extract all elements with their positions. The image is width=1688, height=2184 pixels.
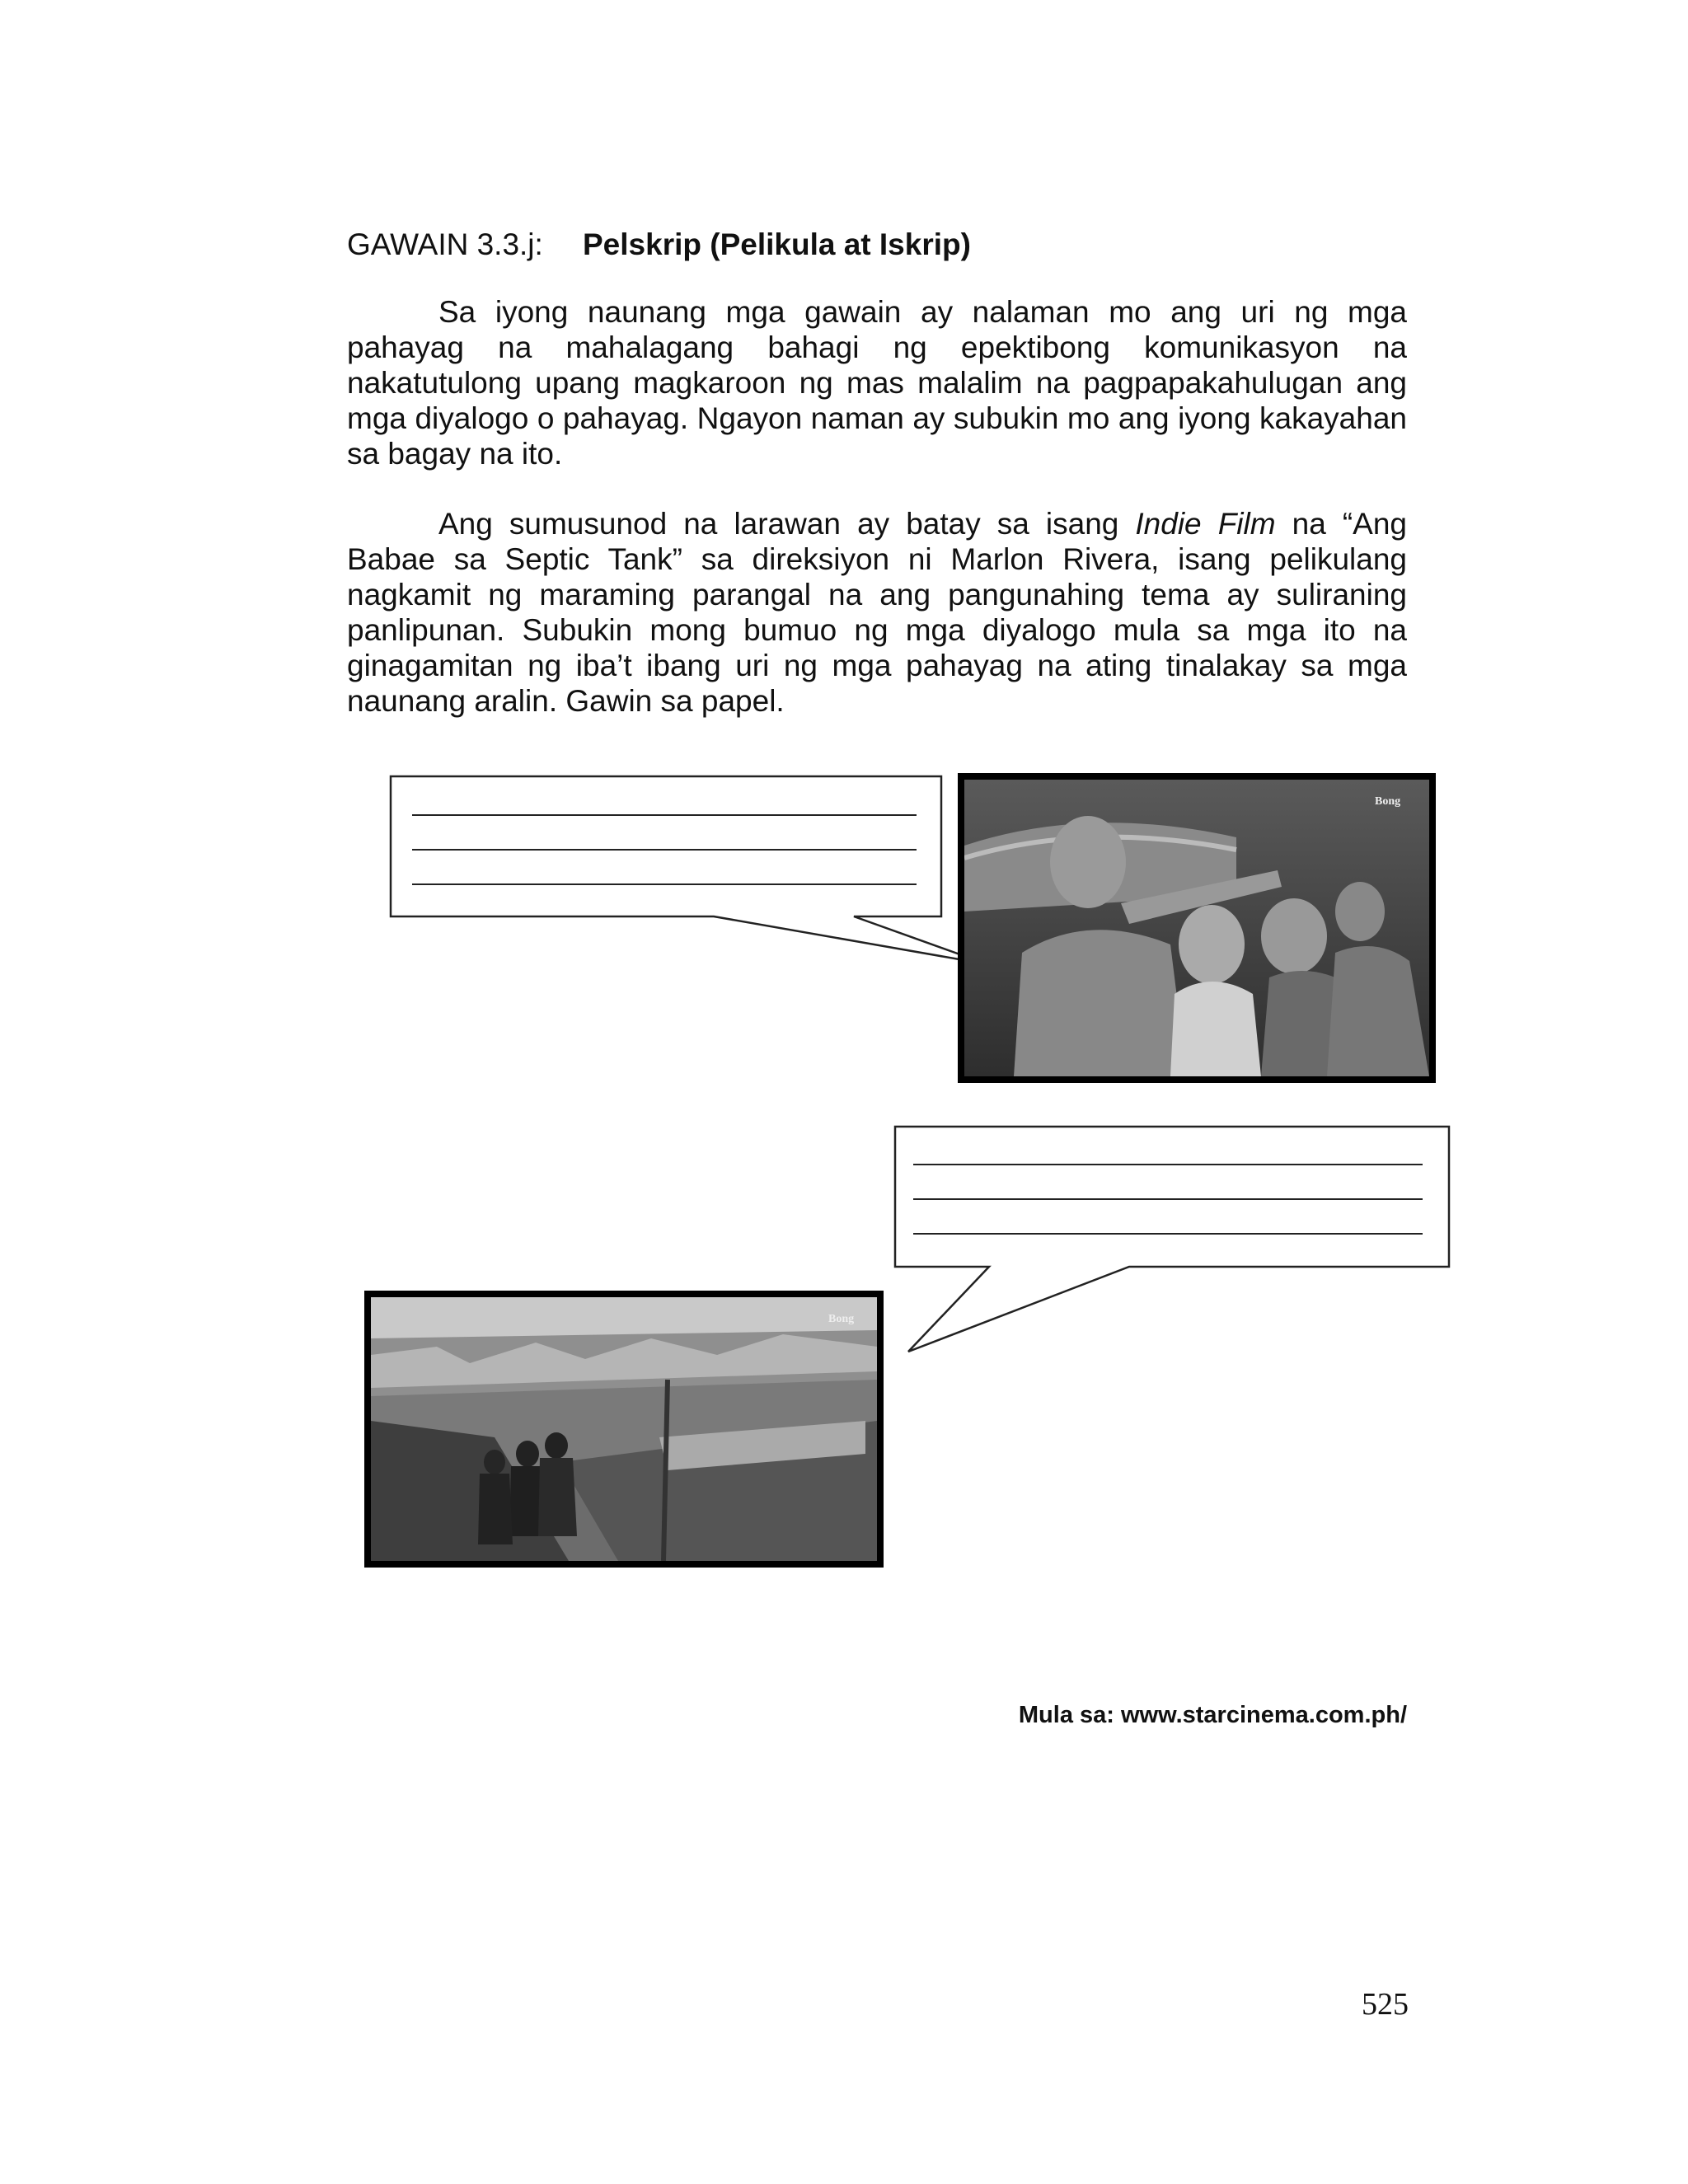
answer-line[interactable] [913, 1198, 1423, 1200]
film-still-pointing-man-image [964, 780, 1429, 1076]
speech-bubble-1-answer-lines [412, 814, 917, 918]
answer-line[interactable] [913, 1233, 1423, 1235]
film-still-slum-walkway-image [371, 1297, 877, 1561]
instruction-paragraph [347, 506, 1407, 719]
watermark-text-1: Bong [1375, 795, 1401, 808]
activity-heading [347, 227, 971, 263]
activity-title: Pelskrip (Pelikula at Iskrip) [583, 227, 971, 261]
answer-line[interactable] [412, 814, 917, 816]
film-still-pointing-man [958, 773, 1436, 1083]
instruction-text-start: Ang sumusunod na larawan ay batay sa isang [438, 507, 1136, 541]
image-source-credit: Mula sa: www.starcinema.com.ph/ [1018, 1702, 1407, 1728]
answer-line[interactable] [412, 883, 917, 885]
watermark-text-2: Bong [828, 1313, 855, 1325]
intro-paragraph: Sa iyong naunang mga gawain ay nalaman mo ang uri ng mga pahayag na mahalagang bahagi ng epektibong komunikasyon na nakatutulong upang magkaroon ng mas malalim na pagpapakahulugan ang mga diyalogo o pahayag. Ngayon naman ay subukin mo ang iyong kakayahan sa bagay na ito. [347, 295, 1407, 471]
page-number: 525 [1362, 1987, 1409, 2022]
film-still-slum-walkway [364, 1291, 884, 1568]
indie-film-term: Indie Film [1135, 507, 1276, 541]
answer-line[interactable] [412, 849, 917, 851]
activity-label: GAWAIN 3.3.j: [347, 227, 543, 261]
answer-line[interactable] [913, 1164, 1423, 1165]
instruction-text-end: na “Ang Babae sa Septic Tank” sa direksiyon ni Marlon Rivera, isang pelikulang nagkamit ng maraming parangal na ang pangunahing tema ay suliraning panlipunan. Subukin mong bumuo ng mga diyalogo mula sa mga ito na ginagamitan ng iba’t ibang uri ng mga pahayag na ating tinalakay sa mga naunang aralin. Gawin sa papel. [347, 507, 1407, 718]
speech-bubble-2-answer-lines [913, 1164, 1423, 1268]
